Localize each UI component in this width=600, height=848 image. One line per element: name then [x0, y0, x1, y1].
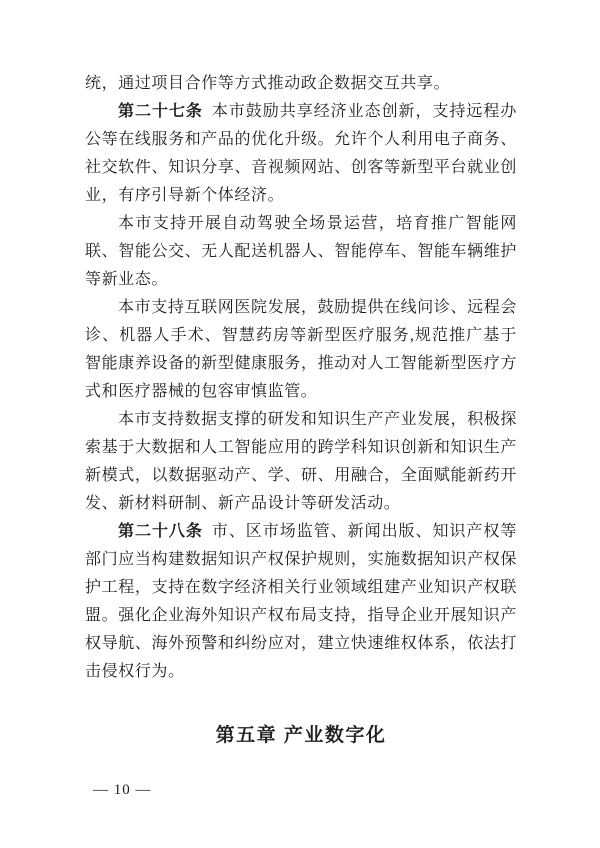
paragraph-text: 统，通过项目合作等方式推动政企数据交互共享。 — [85, 75, 451, 92]
paragraph-text: 本市支持互联网医院发展，鼓励提供在线问诊、远程会诊、机器人手术、智慧药房等新型医疗服务,规范推广基于智能康养设备的新型健康服务，推动对人工智能新型医疗方式和医疗器械的包容审慎监管。 — [85, 299, 517, 400]
paragraph-text: 本市支持开展自动驾驶全场景运营，培育推广智能网联、智能公交、无人配送机器人、智能停车、智能车辆维护等新业态。 — [85, 215, 517, 288]
article-number: 第二十八条 — [118, 523, 203, 540]
paragraph-text: 本市鼓励共享经济业态创新，支持远程办公等在线服务和产品的优化升级。允许个人利用电子商务、社交软件、知识分享、音视频网站、创客等新型平台就业创业，有序引导新个体经济。 — [85, 103, 517, 204]
paragraph-internet-hospital — [85, 294, 517, 406]
chapter-heading: 第五章 产业数字化 — [215, 725, 387, 746]
paragraph-text: 市、区市场监管、新闻出版、知识产权等部门应当构建数据知识产权保护规则，实施数据知识产权保护工程，支持在数字经济相关行业领域组建产业知识产权联盟。强化企业海外知识产权布局支持，指导企业开展知识产权导航、海外预警和纠纷应对，建立快速维权体系，依法打击侵权行为。 — [85, 523, 517, 680]
paragraph-data-rnd — [85, 406, 517, 518]
paragraph-autonomous-driving — [85, 210, 517, 294]
paragraph-text: 本市支持数据支撑的研发和知识生产产业发展，积极探索基于大数据和人工智能应用的跨学科知识创新和知识生产新模式，以数据驱动产、学、研、用融合，全面赋能新药开发、新材料研制、新产品设计等研发活动。 — [85, 411, 517, 512]
document-body — [85, 70, 517, 747]
paragraph-article-28 — [85, 518, 517, 686]
paragraph-article-27 — [85, 98, 517, 210]
page-number: — 10 — — [93, 782, 152, 798]
paragraph-continuation — [85, 70, 517, 98]
article-number: 第二十七条 — [118, 103, 203, 120]
